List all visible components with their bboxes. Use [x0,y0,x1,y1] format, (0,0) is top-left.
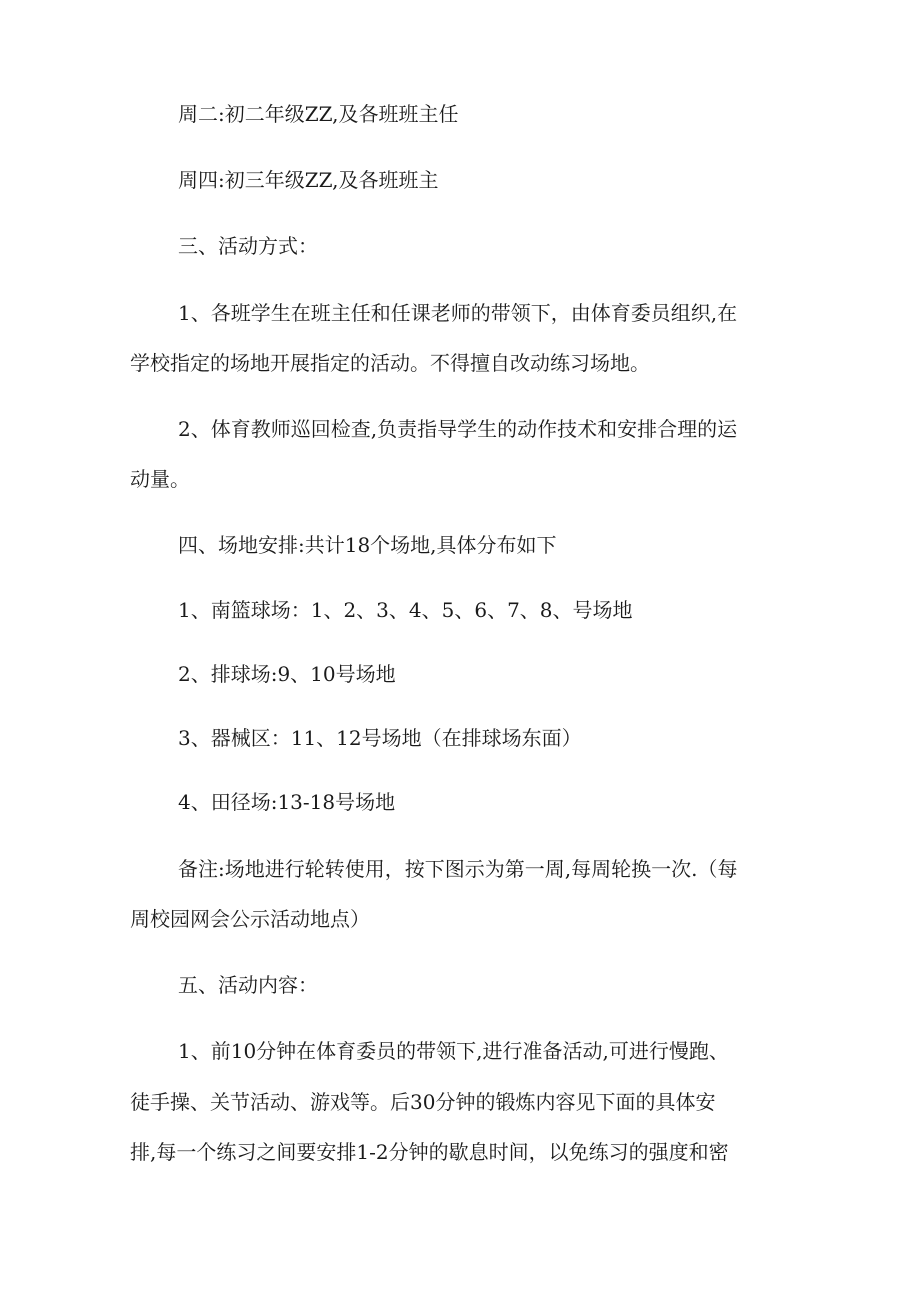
note-line-2: 周校园网会公示活动地点） [130,907,370,931]
venue-item-south-basketball: 1、南篮球场：1、2、3、4、5、6、7、8、号场地 [178,598,633,622]
note-line-1: 备注:场地进行轮转使用，按下图示为第一周,每周轮换一次.（每 [178,857,738,881]
paragraph-method-2-line-2: 动量。 [130,467,190,491]
section-heading-activity-method: 三、活动方式： [178,234,318,258]
paragraph-content-1-line-3: 排,每一个练习之间要安排1-2分钟的歇息时间，以免练习的强度和密 [130,1140,729,1164]
venue-item-equipment-area: 3、器械区：11、12号场地（在排球场东面） [178,726,582,750]
section-heading-venue-arrangement: 四、场地安排:共计18个场地,具体分布如下 [178,533,557,557]
paragraph-content-1-line-1: 1、前10分钟在体育委员的带领下,进行准备活动,可进行慢跑、 [178,1039,729,1063]
paragraph-method-1-line-2: 学校指定的场地开展指定的活动。不得擅自改动练习场地。 [130,351,650,375]
line-schedule-thursday: 周四:初三年级ZZ,及各班班主 [178,168,439,192]
venue-item-track-field: 4、田径场:13-18号场地 [178,790,396,814]
line-schedule-tuesday: 周二:初二年级ZZ,及各班班主任 [178,102,459,126]
venue-item-volleyball: 2、排球场:9、10号场地 [178,662,396,686]
paragraph-content-1-line-2: 徒手操、关节活动、游戏等。后30分钟的锻炼内容见下面的具体安 [130,1090,716,1114]
paragraph-method-1-line-1: 1、各班学生在班主任和任课老师的带领下，由体育委员组织,在 [178,301,738,325]
section-heading-activity-content: 五、活动内容： [178,973,318,997]
paragraph-method-2-line-1: 2、体育教师巡回检查,负责指导学生的动作技术和安排合理的运 [178,417,738,441]
